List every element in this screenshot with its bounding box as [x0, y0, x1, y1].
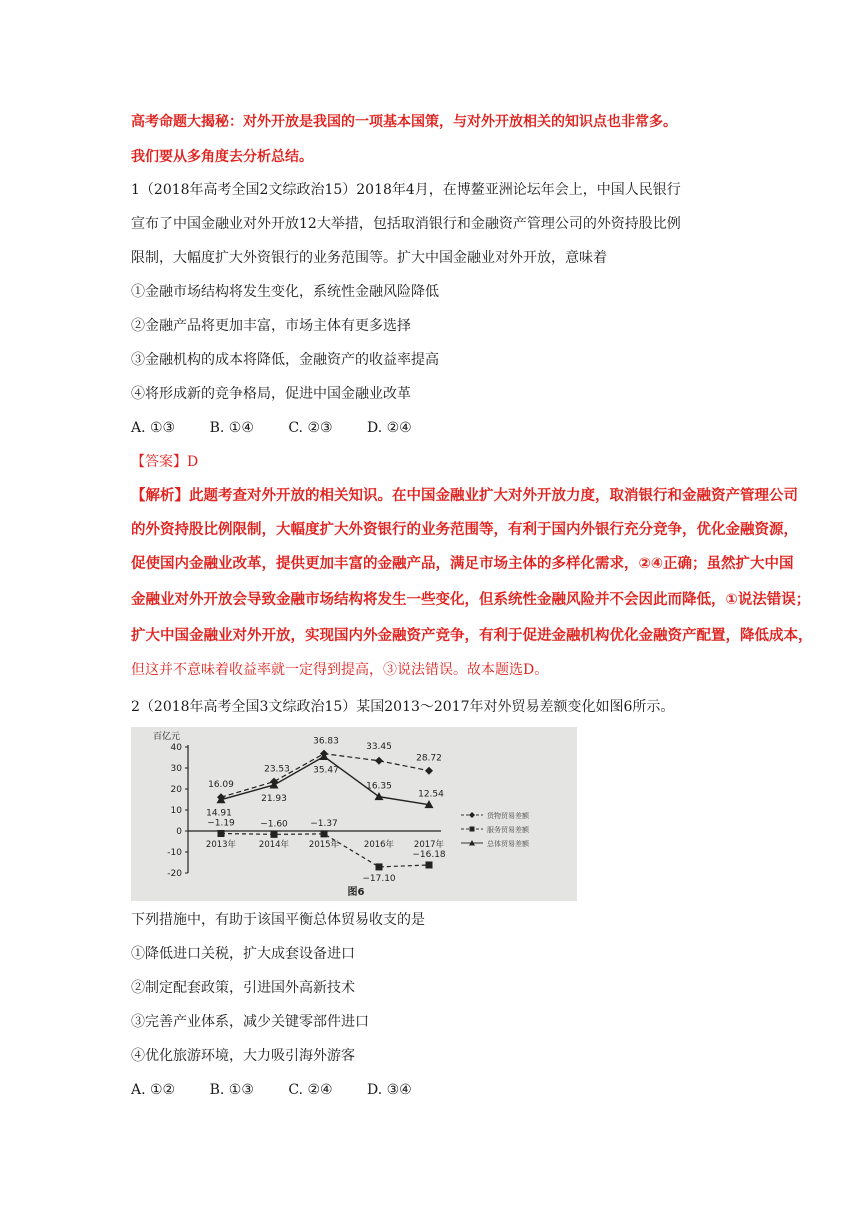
q2-choices — [131, 1080, 442, 1100]
total-data-label: 35.47 — [313, 765, 339, 776]
q1-analysis-line-4: 金融业对外开放会导致金融市场结构将发生一些变化，但系统性金融风险并不会因此而降低，①说法错误； — [131, 592, 811, 608]
q2-stem: 2（2018年高考全国3文综政治15）某国2013～2017年对外贸易差额变化如图6所示。 — [131, 699, 675, 715]
q1-analysis-line-5: 扩大中国金融业对外开放，实现国内外金融资产竞争，有利于促进金融机构优化金融资产配置，降低成本， — [131, 628, 813, 644]
y-tick-label: -10 — [167, 848, 182, 858]
service-trade-point — [271, 831, 278, 838]
trade-balance-chart — [131, 727, 577, 901]
q1-option-1: ①金融市场结构将发生变化，系统性金融风险降低 — [131, 284, 439, 300]
goods-trade-point — [425, 767, 433, 775]
q2-choice-a: A. ①② — [131, 1082, 176, 1098]
goods-data-label: 28.72 — [416, 753, 442, 764]
q1-stem-line-2: 宣布了中国金融业对外开放12大举措，包括取消银行和金融资产管理公司的外资持股比例 — [131, 216, 681, 232]
figure-caption: 图6 — [347, 887, 365, 898]
service-trade-point — [426, 861, 433, 868]
q2-option-1: ①降低进口关税，扩大成套设备进口 — [131, 946, 355, 962]
legend-diamond-marker — [469, 812, 475, 818]
intro-line-1: 高考命题大揭秘：对外开放是我国的一项基本国策，与对外开放相关的知识点也非常多。 — [131, 114, 677, 130]
total-data-label: 12.54 — [418, 789, 444, 800]
legend-label: 服务贸易差额 — [487, 826, 529, 834]
x-tick-label: 2016年 — [363, 840, 395, 850]
q1-stem-line-1: 1（2018年高考全国2文综政治15）2018年4月，在博鳌亚洲论坛年会上，中国人民银行 — [131, 182, 681, 198]
series-line-2 — [221, 833, 429, 866]
service-data-label: −1.37 — [310, 818, 338, 829]
x-tick-label: 2015年 — [308, 840, 340, 850]
total-data-label: 16.35 — [366, 781, 392, 792]
q1-option-4: ④将形成新的竞争格局，促进中国金融业改革 — [131, 386, 411, 402]
service-data-label: −1.60 — [260, 819, 288, 830]
q1-stem-line-3: 限制，大幅度扩大外资银行的业务范围等。扩大中国金融业对外开放，意味着 — [131, 250, 607, 266]
q1-choice-a: A. ①③ — [131, 420, 176, 436]
q1-answer: 【答案】D — [131, 454, 199, 470]
goods-trade-point — [375, 757, 383, 765]
service-data-label: −1.19 — [207, 818, 235, 829]
legend-label: 货物贸易差额 — [487, 812, 529, 820]
y-tick-label: 10 — [170, 806, 182, 816]
q1-analysis-line-6: 但这并不意味着收益率就一定得到提高，③说法错误。故本题选D。 — [131, 662, 549, 678]
q2-choice-c: C. ②④ — [288, 1082, 333, 1098]
q2-question: 下列措施中，有助于该国平衡总体贸易收支的是 — [131, 912, 425, 928]
q1-choice-b: B. ①④ — [209, 420, 254, 436]
q1-choices — [131, 418, 442, 438]
total-data-label: 21.93 — [261, 793, 287, 804]
legend-label: 总体贸易差额 — [487, 840, 529, 848]
intro-line-2: 我们要从多角度去分析总结。 — [131, 149, 313, 165]
goods-data-label: 16.09 — [208, 780, 234, 791]
legend-square-marker — [470, 827, 475, 832]
goods-data-label: 33.45 — [366, 741, 392, 752]
q2-option-4: ④优化旅游环境，大力吸引海外游客 — [131, 1048, 355, 1064]
y-axis-title: 百亿元 — [153, 732, 181, 742]
x-tick-label: 2013年 — [205, 840, 237, 850]
y-tick-label: 20 — [170, 785, 182, 795]
series-line-3 — [221, 757, 429, 805]
q2-option-2: ②制定配套政策，引进国外高新技术 — [131, 980, 355, 996]
q1-choice-c: C. ②③ — [288, 420, 333, 436]
q1-choice-d: D. ②④ — [367, 420, 412, 436]
q1-analysis-line-1: 【解析】此题考查对外开放的相关知识。在中国金融业扩大对外开放力度，取消银行和金融资产管理公司 — [131, 488, 798, 504]
x-tick-label: 2017年 — [413, 840, 445, 850]
y-tick-label: -20 — [167, 869, 182, 879]
total-trade-point — [375, 792, 384, 800]
x-tick-label: 2014年 — [258, 840, 290, 850]
total-data-label: 14.91 — [206, 808, 232, 819]
chart-svg — [131, 727, 577, 901]
q1-analysis-line-2: 的外资持股比例限制，大幅度扩大外资银行的业务范围等，有利于国内外银行充分竞争，优化金融资源， — [131, 522, 798, 538]
y-tick-label: 30 — [170, 764, 182, 774]
q2-option-3: ③完善产业体系，减少关键零部件进口 — [131, 1014, 369, 1030]
y-tick-label: 40 — [170, 743, 182, 753]
goods-data-label: 23.53 — [264, 764, 290, 775]
service-trade-point — [321, 830, 328, 837]
service-trade-point — [218, 830, 225, 837]
service-data-label: −17.10 — [362, 873, 396, 884]
service-trade-point — [376, 863, 383, 870]
q1-option-2: ②金融产品将更加丰富，市场主体有更多选择 — [131, 318, 411, 334]
q2-choice-d: D. ③④ — [367, 1082, 412, 1098]
q2-choice-b: B. ①③ — [209, 1082, 254, 1098]
goods-data-label: 36.83 — [313, 736, 339, 747]
y-tick-label: 0 — [176, 827, 182, 837]
q1-option-3: ③金融机构的成本将降低，金融资产的收益率提高 — [131, 352, 439, 368]
service-data-label: −16.18 — [412, 849, 446, 860]
q1-analysis-line-3: 促使国内金融业改革，提供更加丰富的金融产品，满足市场主体的多样化需求，②④正确；虽然扩大中国 — [131, 556, 794, 572]
